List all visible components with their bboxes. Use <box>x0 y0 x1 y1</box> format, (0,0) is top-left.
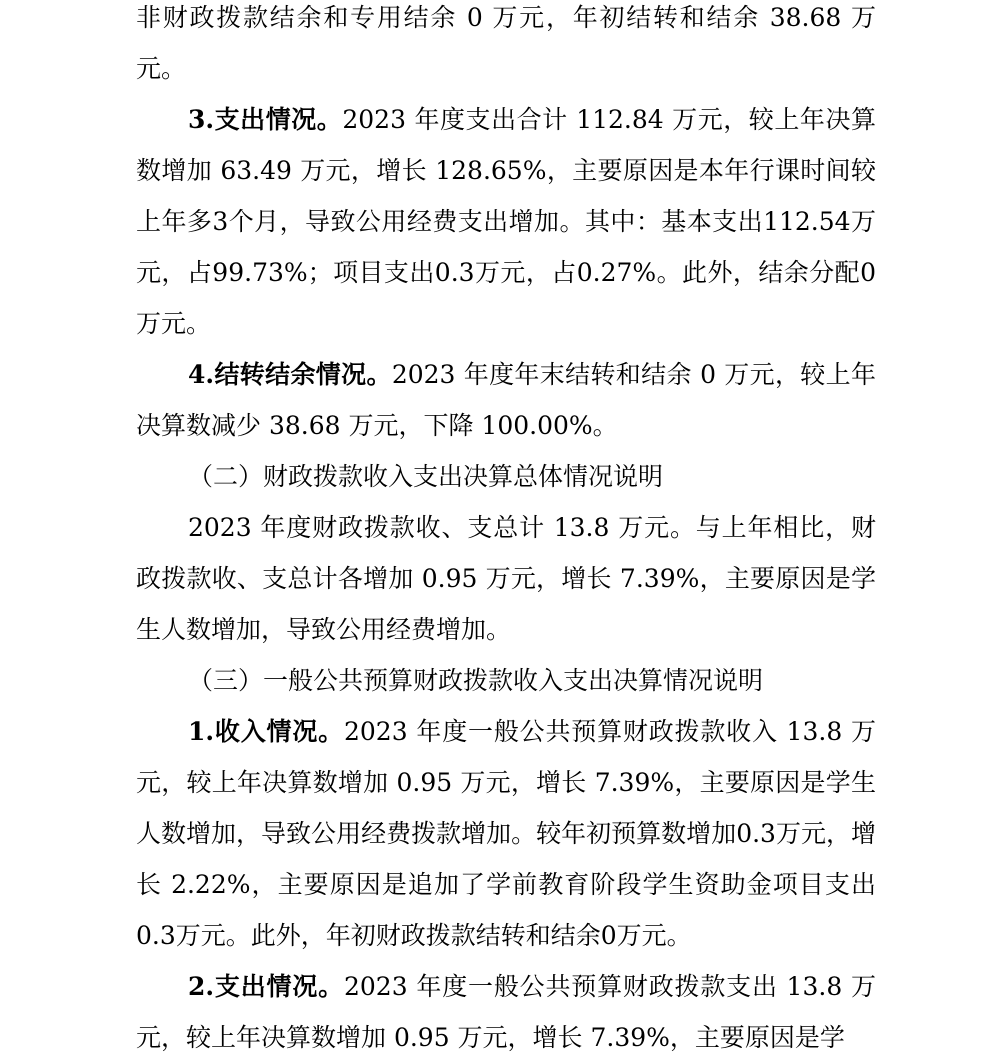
paragraph-lead-income: 1.收入情况。 <box>188 717 344 746</box>
paragraph-lead-general-expenditure: 2.支出情况。 <box>188 972 344 1001</box>
paragraph-fiscal-overall: 2023 年度财政拨款收、支总计 13.8 万元。与上年相比，财政拨款收、支总计各增加 0.95 万元，增长 7.39%，主要原因是学生人数增加，导致公用经费增加。 <box>136 513 876 644</box>
paragraph-body-expenditure: 2023 年度支出合计 112.84 万元，较上年决算数增加 63.49 万元，增长 128.65%，主要原因是本年行课时间较上年多3个月，导致公用经费支出增加。其中：基本支出112.54万元，占99.73%；项目支出0.3万元，占0.27%。此外，结余分配0万元。 <box>136 105 876 338</box>
paragraph-lead-expenditure: 3.支出情况。 <box>188 105 343 134</box>
paragraph-body-income: 2023 年度一般公共预算财政拨款收入 13.8 万元，较上年决算数增加 0.95 万元，增长 7.39%，主要原因是学生人数增加，导致公用经费拨款增加。较年初预算数增加0.3万元，增长 2.22%，主要原因是追加了学前教育阶段学生资助金项目支出0.3万元。此外，年初财政拨款结转和结余0万元。 <box>136 717 876 950</box>
paragraph-carryover <box>136 349 876 451</box>
paragraph-continuation: 非财政拨款结余和专用结余 0 万元，年初结转和结余 38.68 万元。 <box>136 3 876 83</box>
section-heading-general-budget: （三）一般公共预算财政拨款收入支出决算情况说明 <box>188 666 764 695</box>
paragraph-income <box>136 706 876 961</box>
section-heading-fiscal-overall: （二）财政拨款收入支出决算总体情况说明 <box>188 462 664 491</box>
paragraph-body-general-expenditure: 2023 年度一般公共预算财政拨款支出 13.8 万元，较上年决算数增加 0.95 万元，增长 7.39%，主要原因是学 <box>136 972 876 1052</box>
document-page <box>136 0 876 1063</box>
paragraph-body-carryover: 2023 年度年末结转和结余 0 万元，较上年决算数减少 38.68 万元，下降 100.00%。 <box>136 360 876 440</box>
paragraph-expenditure <box>136 94 876 349</box>
paragraph-general-expenditure <box>136 961 876 1063</box>
paragraph-lead-carryover: 4.结转结余情况。 <box>188 360 392 389</box>
